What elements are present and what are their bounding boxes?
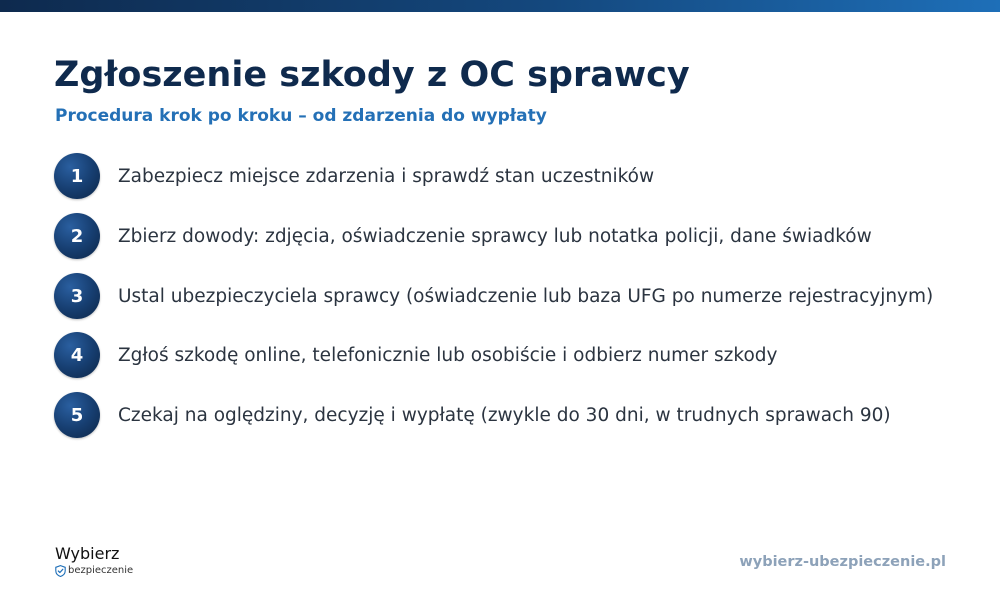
step-number-badge: 5: [54, 392, 100, 438]
step-text: Czekaj na oględziny, decyzję i wypłatę (zwykle do 30 dni, w trudnych sprawach 90): [118, 404, 891, 426]
logo-sub-text: bezpieczenie: [68, 565, 134, 576]
page-title: Zgłoszenie szkody z OC sprawcy: [54, 55, 690, 95]
step-text: Ustal ubezpieczyciela sprawcy (oświadczenie lub baza UFG po numerze rejestracyjnym): [118, 285, 934, 307]
step-5: [54, 392, 891, 438]
step-4: [54, 332, 777, 378]
step-number-badge: 2: [54, 213, 100, 259]
step-2: [54, 213, 872, 259]
logo-main-text: Wybierz: [55, 544, 120, 563]
step-text: Zgłoś szkodę online, telefonicznie lub osobiście i odbierz numer szkody: [118, 344, 778, 366]
step-text: Zbierz dowody: zdjęcia, oświadczenie sprawcy lub notatka policji, dane świadków: [118, 225, 872, 247]
step-3: [54, 273, 933, 319]
step-1: [54, 153, 654, 199]
brand-logo: [55, 544, 165, 580]
step-number-badge: 4: [54, 332, 100, 378]
footer-url: wybierz-ubezpieczenie.pl: [739, 554, 946, 570]
step-number-badge: 3: [54, 273, 100, 319]
step-number-badge: 1: [54, 153, 100, 199]
page-subtitle: Procedura krok po kroku – od zdarzenia do wypłaty: [55, 106, 547, 126]
logo-sub: [55, 564, 133, 578]
top-accent-bar: [0, 0, 1000, 12]
step-text: Zabezpiecz miejsce zdarzenia i sprawdź stan uczestników: [118, 165, 655, 187]
shield-check-icon: [55, 565, 66, 577]
